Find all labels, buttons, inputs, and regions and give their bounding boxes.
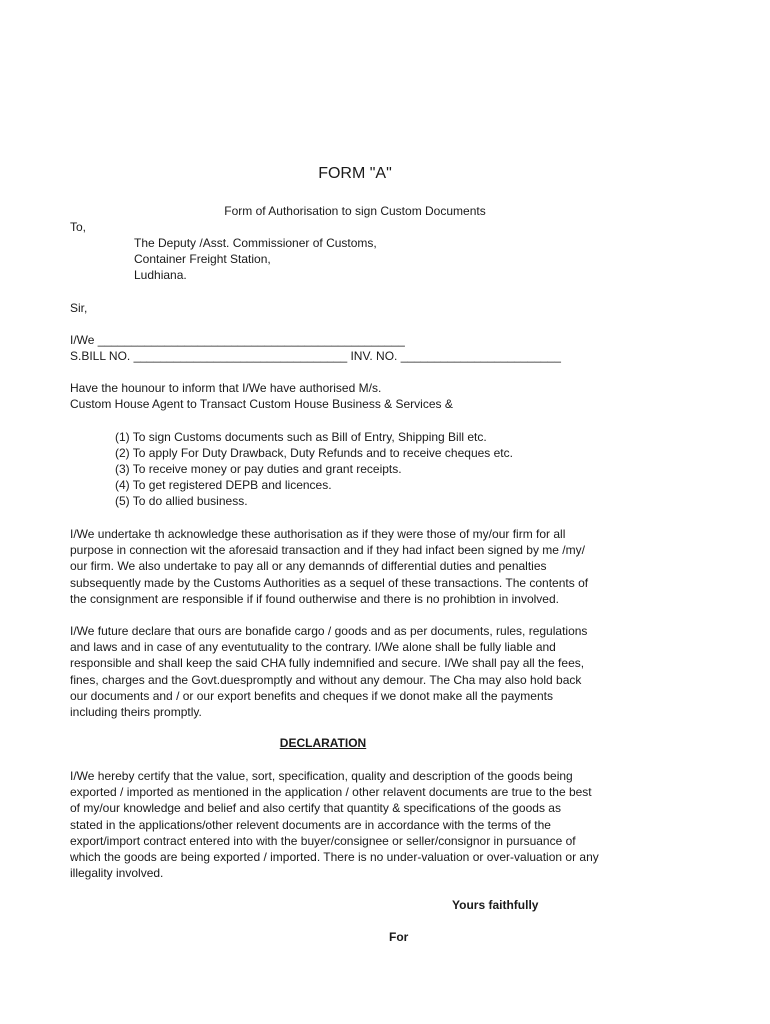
paragraph-line: responsible and shall keep the said CHA fully indemnified and secure. I/We shall pay all the fees, <box>70 656 585 671</box>
address-line: Container Freight Station, <box>134 252 271 267</box>
paragraph-line: illegality involved. <box>70 866 164 881</box>
paragraph-line: I/We undertake th acknowledge these authorisation as if they were those of my/our firm for all <box>70 527 566 541</box>
paragraph-line: exported / imported as mentioned in the application / other relavent documents are true to the best <box>70 785 592 800</box>
paragraph-line: stated in the applications/other relevent documents are in accordance with the terms of the <box>70 817 551 832</box>
intro-line: Have the hounour to inform that I/We have authorised M/s. <box>70 381 382 395</box>
declaration-paragraph <box>70 768 650 881</box>
to-label: To, <box>70 220 87 234</box>
paragraph-line: our documents and / or our export benefits and cheques if we donot make all the payments <box>70 688 553 703</box>
closing-yours-faithfully: Yours faithfully <box>452 898 539 912</box>
form-subtitle: Form of Authorisation to sign Custom Documents <box>224 204 486 218</box>
sbill-inv-field-line: S.BILL NO. ________________________________ INV. NO. ________________________ <box>70 349 561 363</box>
paragraph-line: our firm. We also undertake to pay all or any demannds of differential duties and penalties <box>70 559 547 574</box>
intro-paragraph <box>70 380 650 412</box>
paragraph-line: and laws and in case of any eventutuality to the contrary. I/We alone shall be fully liable and <box>70 640 556 655</box>
paragraph-line: I/We hereby certify that the value, sort, specification, quality and description of the goods being <box>70 769 573 783</box>
list-item: (2) To apply For Duty Drawback, Duty Refunds and to receive cheques etc. <box>115 446 513 460</box>
paragraph-line: purpose in connection wit the aforesaid transaction and if they had infact been signed by me /my/ <box>70 543 585 558</box>
intro-line: Custom House Agent to Transact Custom House Business & Services & <box>70 397 453 412</box>
paragraph-line: export/import contract entered into with the buyer/consignee or seller/consignor in pursuance of <box>70 833 576 848</box>
undertaking-paragraph <box>70 526 650 607</box>
paragraph-line: subsequently made by the Customs Authorities as a sequel of these transactions. The contents of <box>70 575 589 590</box>
authorities-list <box>115 429 513 509</box>
address-block <box>134 235 714 284</box>
paragraph-line: which the goods are being exported / imported. There is no under-valuation or over-valuation or any <box>70 850 599 865</box>
paragraph-line: including theirs promptly. <box>70 705 202 720</box>
list-item: (5) To do allied business. <box>115 494 248 508</box>
address-line: Ludhiana. <box>134 268 187 283</box>
salutation: Sir, <box>70 301 88 315</box>
form-title: FORM "A" <box>318 165 392 182</box>
for-label: For <box>389 930 409 944</box>
address-line: The Deputy /Asst. Commissioner of Customs, <box>134 236 377 250</box>
paragraph-line: the consignment are responsible if if found outherwise and there is no prohibtion in involved. <box>70 591 559 606</box>
paragraph-line: fines, charges and the Govt.duespromptly and without any demour. The Cha may also hold back <box>70 672 582 687</box>
list-item: (1) To sign Customs documents such as Bill of Entry, Shipping Bill etc. <box>115 430 487 444</box>
liability-paragraph <box>70 623 650 720</box>
iwe-field-line: I/We ______________________________________________ <box>70 333 405 347</box>
list-item: (4) To get registered DEPB and licences. <box>115 478 332 492</box>
declaration-heading: DECLARATION <box>279 736 367 750</box>
paragraph-line: of my/our knowledge and belief and also certify that quantity & specifications of the goods as <box>70 801 561 816</box>
paragraph-line: I/We future declare that ours are bonafide cargo / goods and as per documents, rules, regulations <box>70 624 588 638</box>
list-item: (3) To receive money or pay duties and grant receipts. <box>115 462 402 476</box>
